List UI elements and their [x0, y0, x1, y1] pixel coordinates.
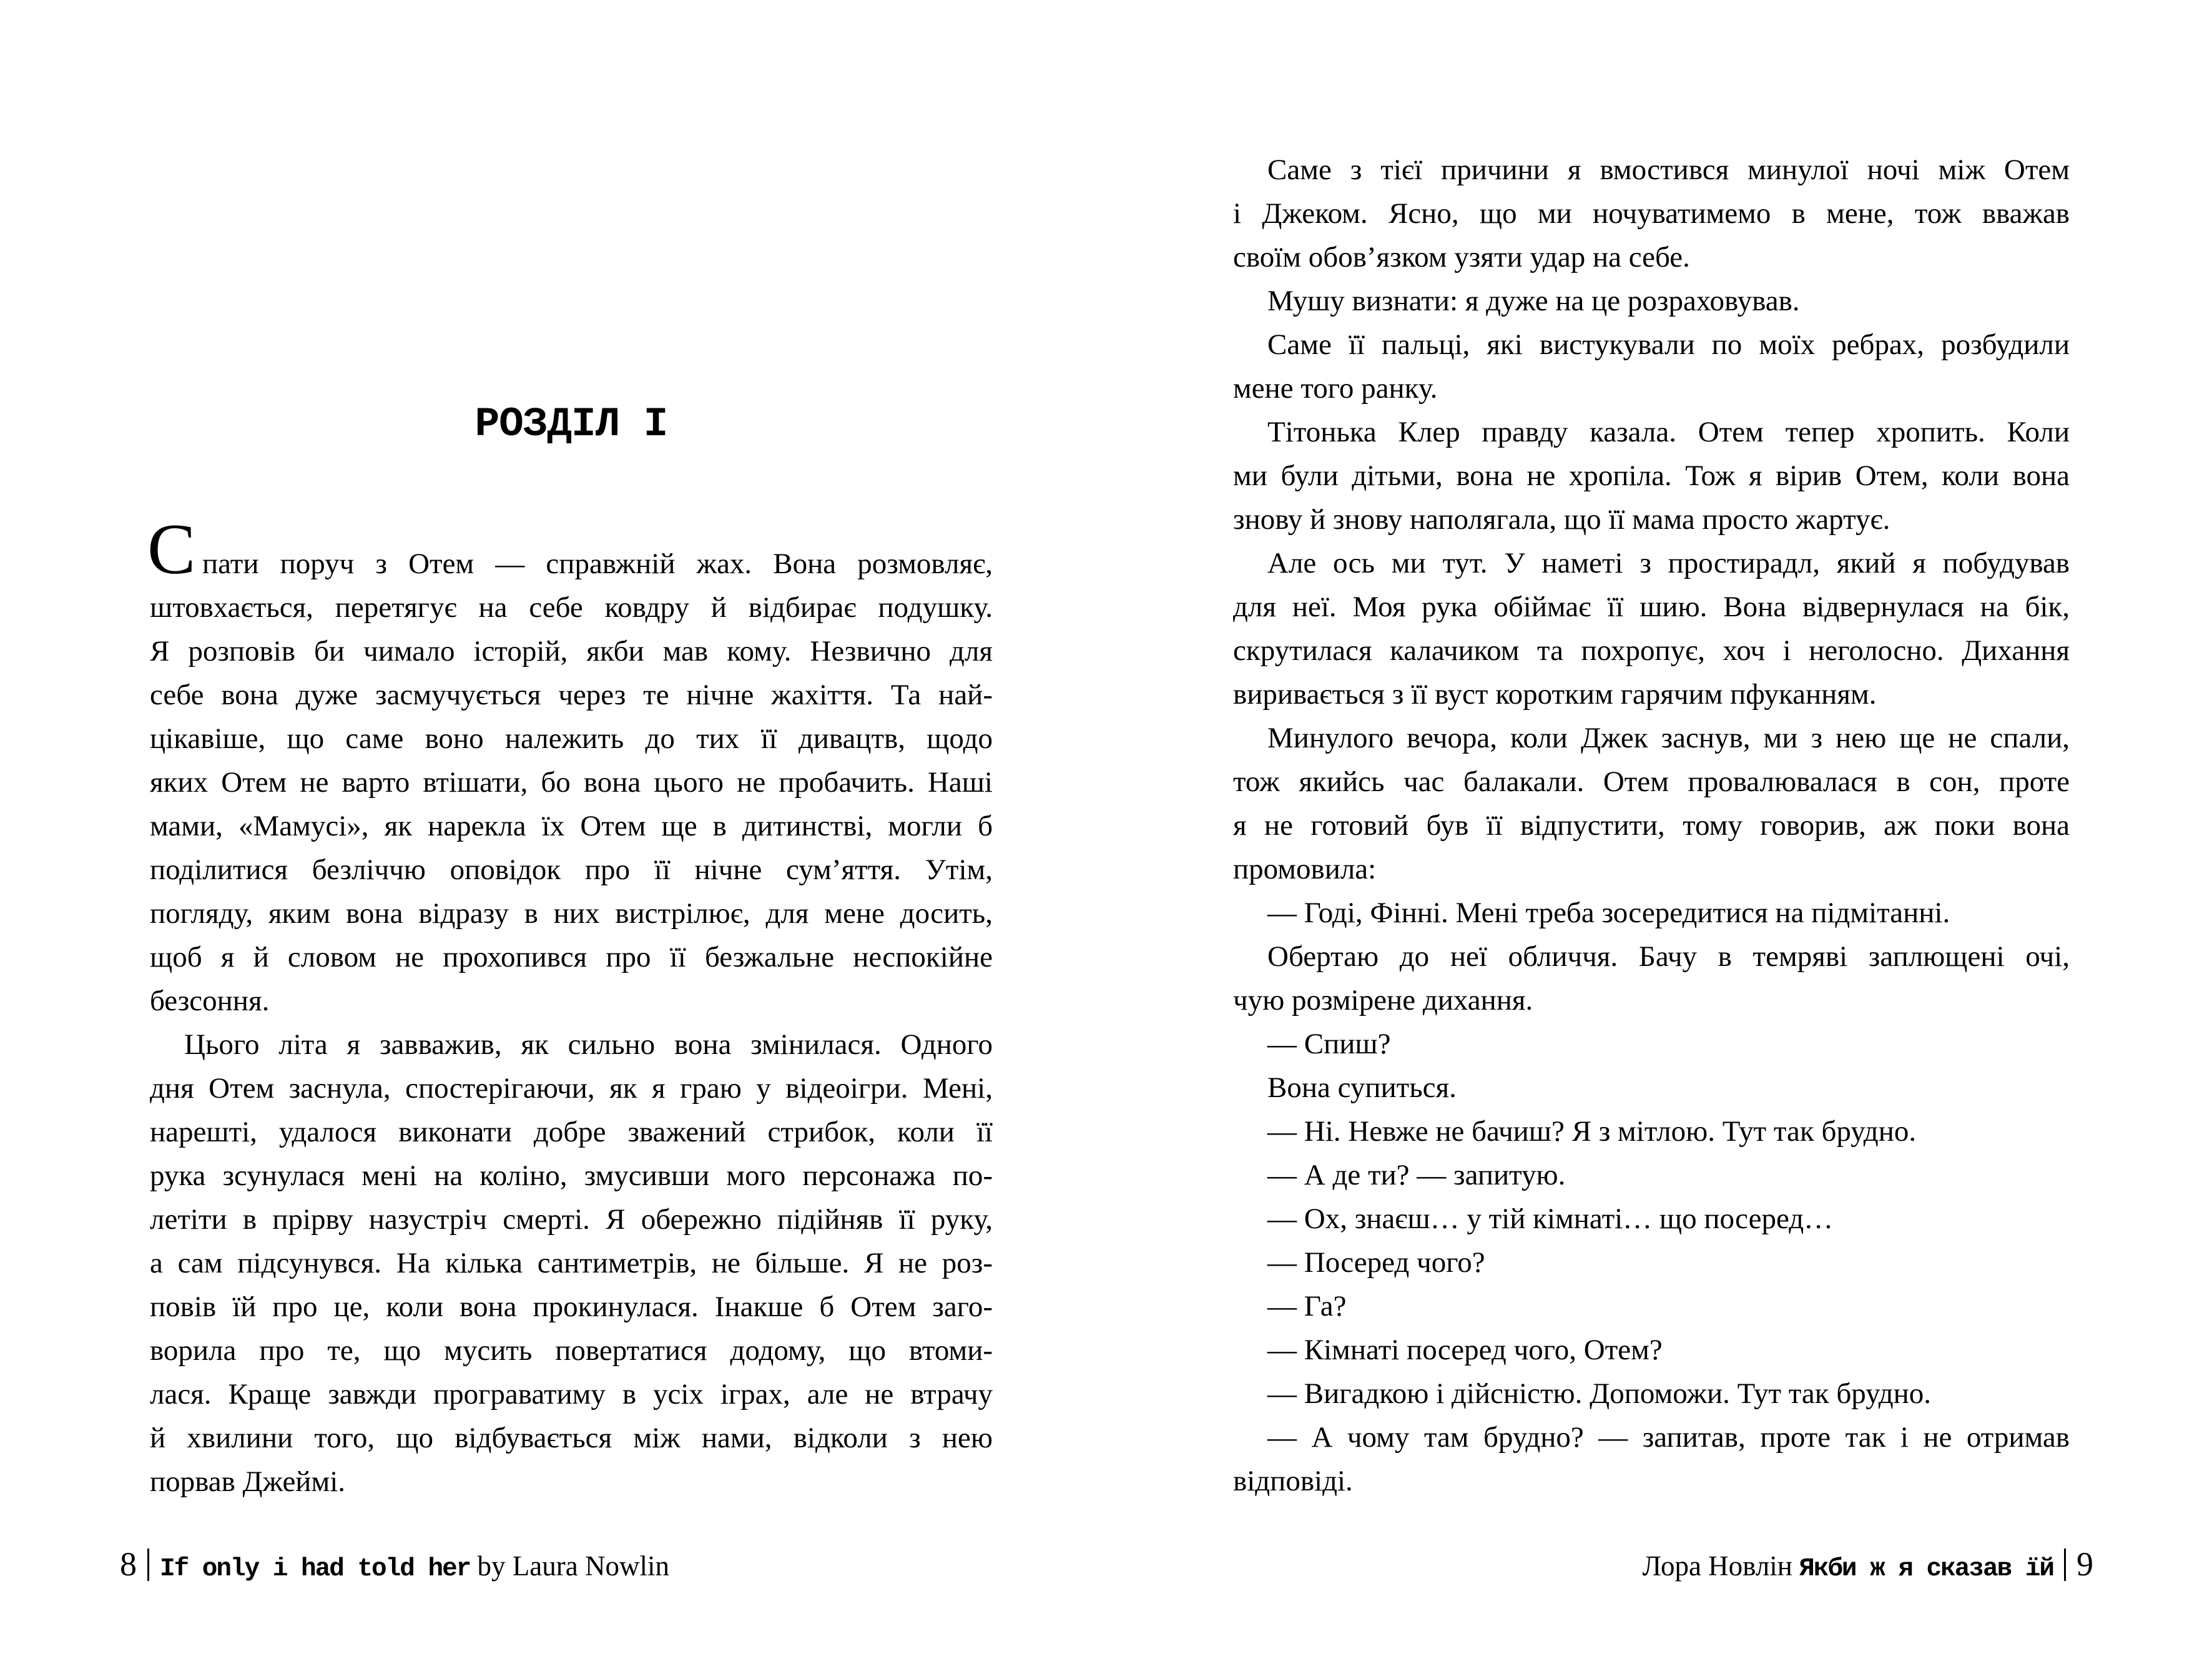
text-line: летіти в прірву назустріч смерті. Я обережно підійняв її руку,	[150, 1203, 993, 1236]
text-line: Цього літа я завважив, як сильно вона змінилася. Одного	[184, 1028, 993, 1061]
text-line: — Ні. Невже не бачиш? Я з мітлою. Тут так брудно.	[1267, 1115, 1917, 1148]
text-line: своїм обов’язком узяти удар на себе.	[1233, 241, 1690, 273]
text-line: щоб я й словом не прохопився про її безжальне неспокійне	[150, 941, 993, 973]
text-line: і Джеком. Ясно, що ми ночуватимемо в мене, тож вважав	[1233, 197, 2070, 230]
text-line: цікавіше, що саме воно належить до тих її дивацтв, щодо	[150, 722, 993, 755]
text-line: Тітонька Клер правду казала. Отем тепер хропить. Коли	[1267, 416, 2070, 448]
text-line: знову й знову наполягала, що її мама просто жартує.	[1233, 503, 1890, 536]
text-line: й хвилини того, що відбувається між нами, відколи з нею	[150, 1422, 993, 1454]
text-line: себе вона дуже засмучується через те нічне жахіття. Та най-	[150, 679, 993, 711]
footer-byline: by Laura Nowlin	[470, 1550, 669, 1582]
text-line: лася. Краще завжди програватиму в усіх іграх, але не втрачу	[150, 1378, 993, 1410]
text-line: для неї. Моя рука обіймає її шию. Вона відвернулася на бік,	[1233, 591, 2070, 623]
text-line: — Га?	[1267, 1290, 1347, 1322]
footer-separator-bar	[147, 1548, 149, 1581]
text-line: — Посеред чого?	[1267, 1246, 1485, 1279]
text-line: — Ох, знаєш… у тій кімнаті… що посеред…	[1267, 1203, 1834, 1235]
chapter-heading: РОЗДІЛ I	[474, 401, 668, 448]
right-page-body	[1233, 148, 2070, 1503]
text-line: промовила:	[1233, 853, 1377, 885]
text-line: — А де ти? — запитую.	[1267, 1159, 1566, 1191]
footer-separator-bar	[2064, 1548, 2066, 1581]
text-line: Вона супиться.	[1267, 1071, 1457, 1104]
text-line: ворила про те, що мусить повертатися додому, що втоми-	[150, 1334, 993, 1367]
text-line: мене того ранку.	[1233, 372, 1438, 405]
text-line: Саме її пальці, які вистукували по моїх ребрах, розбудили	[1267, 328, 2070, 361]
text-line: Саме з тієї причини я вмостився минулої ночі між Отем	[1267, 154, 2070, 186]
text-line: Але ось ми тут. У наметі з простирадл, який я побудував	[1267, 547, 2070, 579]
text-line: порвав Джеймі.	[150, 1465, 346, 1498]
drop-cap: С	[147, 510, 196, 589]
text-line: — А чому там брудно? — запитав, проте так і не отримав	[1267, 1421, 2070, 1454]
text-line: Мушу визнати: я дуже на це розраховував.	[1267, 285, 1800, 317]
page-number: 8	[120, 1545, 137, 1583]
text-line: рука зсунулася мені на коліно, змусивши мого персонажа по-	[150, 1159, 993, 1192]
text-line: а сам підсунувся. На кілька сантиметрів, не більше. Я не роз-	[150, 1247, 993, 1279]
text-line: Обертаю до неї обличчя. Бачу в темряві заплющені очі,	[1267, 940, 2070, 973]
text-line: погляду, яким вона відразу в них вистрілює, для мене досить,	[150, 897, 993, 930]
page-number: 9	[2077, 1545, 2093, 1583]
text-line: мами, «Мамусі», як нарекла їх Отем ще в дитинстві, могли б	[150, 810, 993, 842]
text-line: виривається з її вуст коротким гарячим пфуканням.	[1233, 678, 1877, 711]
text-line: — Годі, Фінні. Мені треба зосередитися на підмітанні.	[1267, 897, 1950, 929]
text-line: штовхається, перетягує на себе ковдру й відбирає подушку.	[150, 591, 993, 624]
left-page-footer	[120, 1542, 669, 1586]
text-line: Минулого вечора, коли Джек заснув, ми з нею ще не спали,	[1267, 722, 2070, 754]
text-line: скрутилася калачиком та похропує, хоч і неголосно. Дихання	[1233, 634, 2070, 667]
text-line: Я розповів би чимало історій, якби мав кому. Незвично для	[150, 635, 993, 667]
footer-book-title: Якби ж я сказав їй	[1799, 1555, 2053, 1583]
text-line: яких Отем не варто втішати, бо вона цього не пробачить. Наші	[150, 766, 993, 799]
text-line: відповіді.	[1233, 1465, 1353, 1497]
text-line: — Вигадкою і дійсністю. Допоможи. Тут так брудно.	[1267, 1377, 1932, 1410]
text-line: — Кімнаті посеред чого, Отем?	[1267, 1334, 1663, 1366]
left-page-body	[150, 542, 993, 1504]
text-line: безсоння.	[150, 985, 270, 1017]
text-line: тож якийсь час балакали. Отем провалювалася в сон, проте	[1233, 766, 2070, 798]
text-line: ми були дітьми, вона не хропіла. Тож я вірив Отем, коли вона	[1233, 460, 2070, 492]
text-line: дня Отем заснула, спостерігаючи, як я граю у відеоігри. Мені,	[150, 1072, 993, 1105]
footer-author: Лора Новлін	[1642, 1550, 1800, 1582]
text-line: я не готовий був її відпустити, тому говорив, аж поки вона	[1233, 809, 2070, 842]
text-line: чую розмірене дихання.	[1233, 984, 1533, 1017]
text-line: нарешті, удалося виконати добре зважений стрибок, коли її	[150, 1116, 993, 1148]
text-line: — Спиш?	[1267, 1028, 1391, 1060]
footer-book-title: If only i had told her	[160, 1555, 471, 1583]
text-line: пати поруч з Отем — справжній жах. Вона розмовляє,	[202, 548, 993, 580]
right-page-footer	[1643, 1542, 2093, 1586]
text-line: поділитися безліччю оповідок про її нічне сум’яття. Утім,	[150, 854, 993, 886]
text-line: повів їй про це, коли вона прокинулася. Інакше б Отем заго-	[150, 1291, 993, 1323]
